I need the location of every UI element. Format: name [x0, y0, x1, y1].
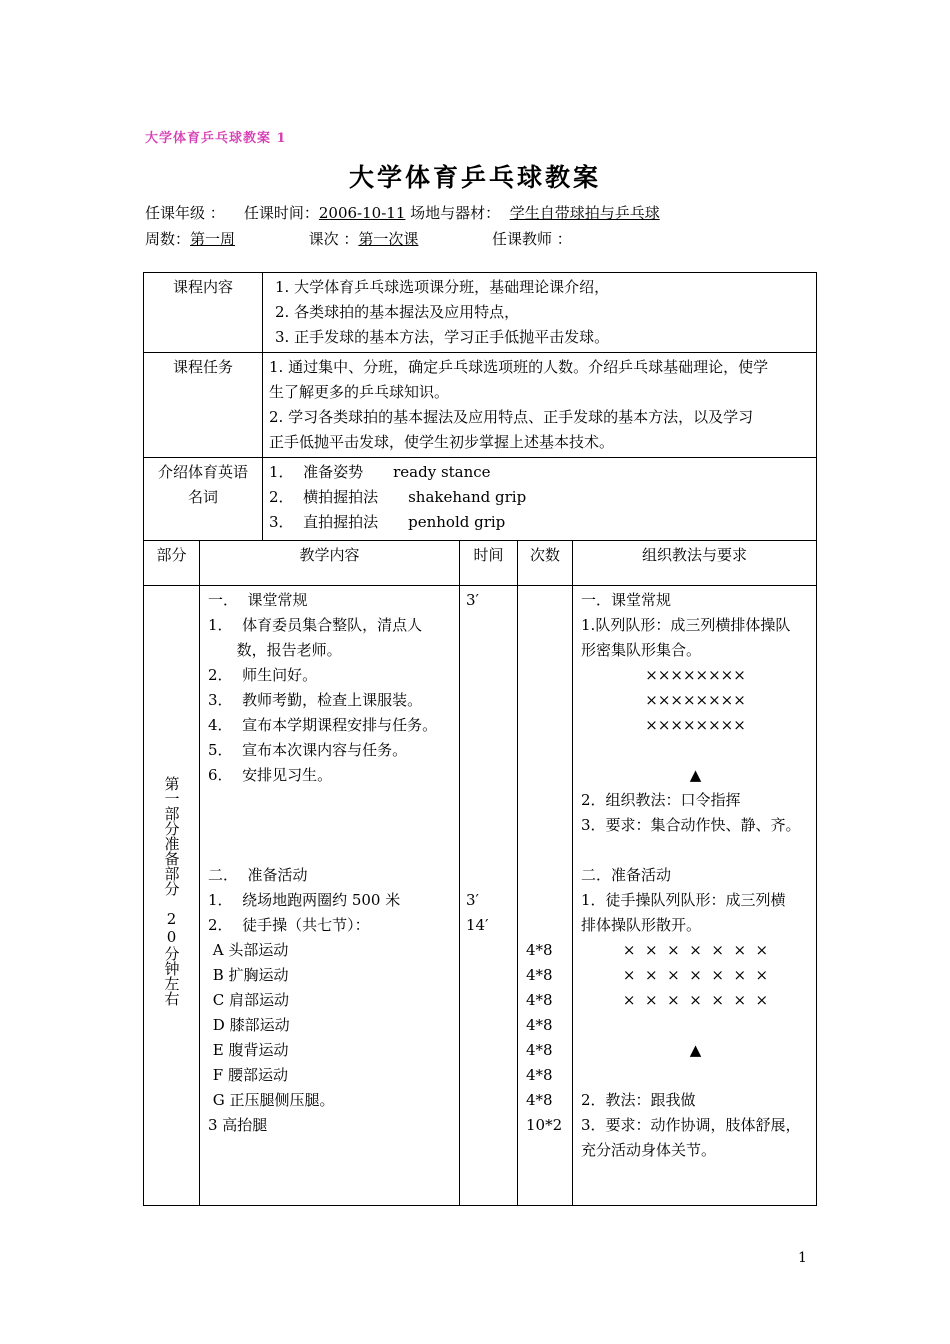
content-lines — [263, 273, 817, 353]
count-line — [526, 763, 566, 788]
english-term-cn: 2． 横拍握拍法 — [269, 488, 379, 506]
time-line — [466, 863, 511, 888]
count-line — [526, 888, 566, 913]
time-line — [466, 813, 511, 838]
teacher-label: 任课教师 ： — [491, 230, 572, 248]
method-line: 2．组织教法：口令指挥 — [581, 791, 741, 809]
count-line — [526, 863, 566, 888]
teaching-line: G 正压腿侧压腿。 — [208, 1091, 335, 1109]
teaching-line: 1． 绕场地跑两圈约 500 米 — [208, 891, 401, 909]
time-line — [466, 763, 511, 788]
time-line: 3′ — [466, 891, 479, 909]
time-line — [466, 738, 511, 763]
method-line: 2．教法：跟我做 — [581, 1091, 696, 1109]
content-line: 1. 大学体育乒乓球选项课分班，基础理论课介绍， — [275, 278, 610, 296]
time-line — [466, 713, 511, 738]
count-line — [526, 738, 566, 763]
time-line — [466, 663, 511, 688]
part-cell — [144, 586, 200, 1206]
teaching-content — [200, 586, 460, 1206]
english-term-row — [269, 460, 810, 485]
time-line — [466, 613, 511, 638]
english-terms — [263, 458, 817, 541]
teaching-line: F 腰部运动 — [208, 1066, 288, 1084]
time-column — [460, 586, 518, 1206]
method-line: × × × × × × × — [622, 941, 769, 959]
method-line: 1．徒手操队列队形：成三列横 — [581, 891, 786, 909]
english-term-cn: 3． 直拍握拍法 — [269, 513, 379, 531]
task-line: 正手低抛平击发球，使学生初步掌握上述基本技术。 — [269, 433, 615, 451]
time-line — [466, 638, 511, 663]
method-line: 3．要求：动作协调，肢体舒展， — [581, 1116, 801, 1134]
english-term-en: shakehand grip — [408, 488, 527, 506]
teaching-line: 1． 体育委员集合整队，清点人 — [208, 616, 423, 634]
venue-label: 场地与器材： — [410, 204, 501, 222]
count-column — [518, 586, 573, 1206]
teaching-line: 5． 宣布本次课内容与任务。 — [208, 741, 408, 759]
method-line: 二．准备活动 — [581, 866, 672, 884]
count-line: 4*8 — [526, 1091, 553, 1109]
count-line — [526, 788, 566, 813]
english-label-line-2: 名词 — [188, 488, 219, 506]
teaching-line: 一． 课堂常规 — [208, 591, 308, 609]
task-line: 生了解更多的乒乓球知识。 — [269, 383, 450, 401]
count-line: 4*8 — [526, 941, 553, 959]
task-label: 课程任务 — [144, 353, 263, 458]
method-content — [573, 586, 817, 1206]
lesson-plan-table — [143, 272, 816, 1206]
page-number: 1 — [798, 1250, 807, 1266]
method-line: ▲ — [689, 1041, 702, 1059]
count-line: 4*8 — [526, 1016, 553, 1034]
header-time: 时间 — [460, 541, 518, 586]
method-line: 形密集队形集合。 — [581, 641, 702, 659]
count-line: 4*8 — [526, 1041, 553, 1059]
count-line — [526, 688, 566, 713]
teaching-line: 4． 宣布本学期课程安排与任务。 — [208, 716, 438, 734]
teaching-line: 3． 教师考勤，检查上课服装。 — [208, 691, 423, 709]
venue-value: 学生自带球拍与乒乓球 — [509, 204, 660, 222]
info-line-2 — [145, 228, 572, 249]
method-line — [581, 1063, 810, 1088]
teaching-line — [208, 813, 453, 838]
content-line: 3. 正手发球的基本方法，学习正手低抛平击发球。 — [275, 328, 610, 346]
content-label: 课程内容 — [144, 273, 263, 353]
teaching-line: 6． 安排见习生。 — [208, 766, 333, 784]
header-note: 大学体育乒乓球教案 1 — [145, 131, 287, 146]
count-line — [526, 713, 566, 738]
info-line-1 — [145, 202, 660, 223]
teaching-line — [208, 788, 453, 813]
grade-label: 任课年级 ： — [145, 204, 225, 222]
method-line: × × × × × × × — [622, 966, 769, 984]
task-line: 2. 学习各类球拍的基本握法及应用特点、正手发球的基本方法，以及学习 — [269, 408, 754, 426]
method-line — [581, 838, 810, 863]
method-line: ×××××××× — [645, 691, 746, 709]
teaching-line: E 腹背运动 — [208, 1041, 289, 1059]
count-line: 10*2 — [526, 1116, 563, 1134]
count-line — [526, 588, 566, 613]
time-line — [466, 838, 511, 863]
week-label: 周数： — [145, 230, 191, 248]
teaching-line: 3 高抬腿 — [208, 1116, 268, 1134]
teaching-line — [208, 838, 453, 863]
task-lines — [263, 353, 817, 458]
time-line: 3′ — [466, 591, 479, 609]
count-line: 4*8 — [526, 966, 553, 984]
content-line: 2. 各类球拍的基本握法及应用特点， — [275, 303, 520, 321]
page-title: 大学体育乒乓球教案 — [348, 163, 601, 192]
teaching-line: A 头部运动 — [208, 941, 289, 959]
time-line — [466, 688, 511, 713]
count-line: 4*8 — [526, 991, 553, 1009]
part-label: 第一部分准备部分 — [162, 776, 181, 896]
english-label — [144, 458, 263, 541]
method-line: 1.队列队形：成三列横排体操队 — [581, 616, 791, 634]
english-term-en: ready stance — [393, 463, 491, 481]
count-line — [526, 838, 566, 863]
time-label: 任课时间： — [243, 204, 319, 222]
session-value: 第一次课 — [358, 230, 419, 248]
english-term-row — [269, 510, 810, 535]
method-line: 充分活动身体关节。 — [581, 1141, 717, 1159]
method-line: × × × × × × × — [622, 991, 769, 1009]
header-part: 部分 — [144, 541, 200, 586]
time-line: 14′ — [466, 916, 489, 934]
part-vertical-label — [162, 776, 182, 1006]
method-line — [581, 1013, 810, 1038]
english-label-line-1: 介绍体育英语 — [158, 463, 249, 481]
teaching-line: C 肩部运动 — [208, 991, 290, 1009]
method-line: 3．要求：集合动作快、静、齐。 — [581, 816, 801, 834]
week-value: 第一周 — [190, 230, 236, 248]
count-line — [526, 663, 566, 688]
method-line: ▲ — [689, 766, 702, 784]
part-duration: 20分钟左右 — [162, 910, 181, 1006]
header-teaching: 教学内容 — [200, 541, 460, 586]
english-term-row — [269, 485, 810, 510]
method-line: ×××××××× — [645, 716, 746, 734]
teaching-line: B 扩胸运动 — [208, 966, 289, 984]
count-line — [526, 613, 566, 638]
count-line — [526, 813, 566, 838]
method-line: ×××××××× — [645, 666, 746, 684]
count-line — [526, 913, 566, 938]
session-label: 课次 ： — [308, 230, 359, 248]
english-term-en: penhold grip — [408, 513, 506, 531]
method-line: 排体操队形散开。 — [581, 916, 702, 934]
header-method: 组织教法与要求 — [573, 541, 817, 586]
count-line: 4*8 — [526, 1066, 553, 1084]
english-term-cn: 1． 准备姿势 — [269, 463, 364, 481]
count-line — [526, 638, 566, 663]
teaching-line: 2． 师生问好。 — [208, 666, 318, 684]
teaching-line: 2． 徒手操（共七节）： — [208, 916, 370, 934]
teaching-line: D 膝部运动 — [208, 1016, 290, 1034]
method-line — [581, 738, 810, 763]
time-value: 2006-10-11 — [318, 204, 406, 222]
task-line: 1. 通过集中、分班，确定乒乓球选项班的人数。介绍乒乓球基础理论，使学 — [269, 358, 769, 376]
time-line — [466, 788, 511, 813]
header-count: 次数 — [518, 541, 573, 586]
teaching-line: 数，报告老师。 — [208, 641, 342, 659]
method-line: 一．课堂常规 — [581, 591, 672, 609]
teaching-line: 二． 准备活动 — [208, 866, 308, 884]
